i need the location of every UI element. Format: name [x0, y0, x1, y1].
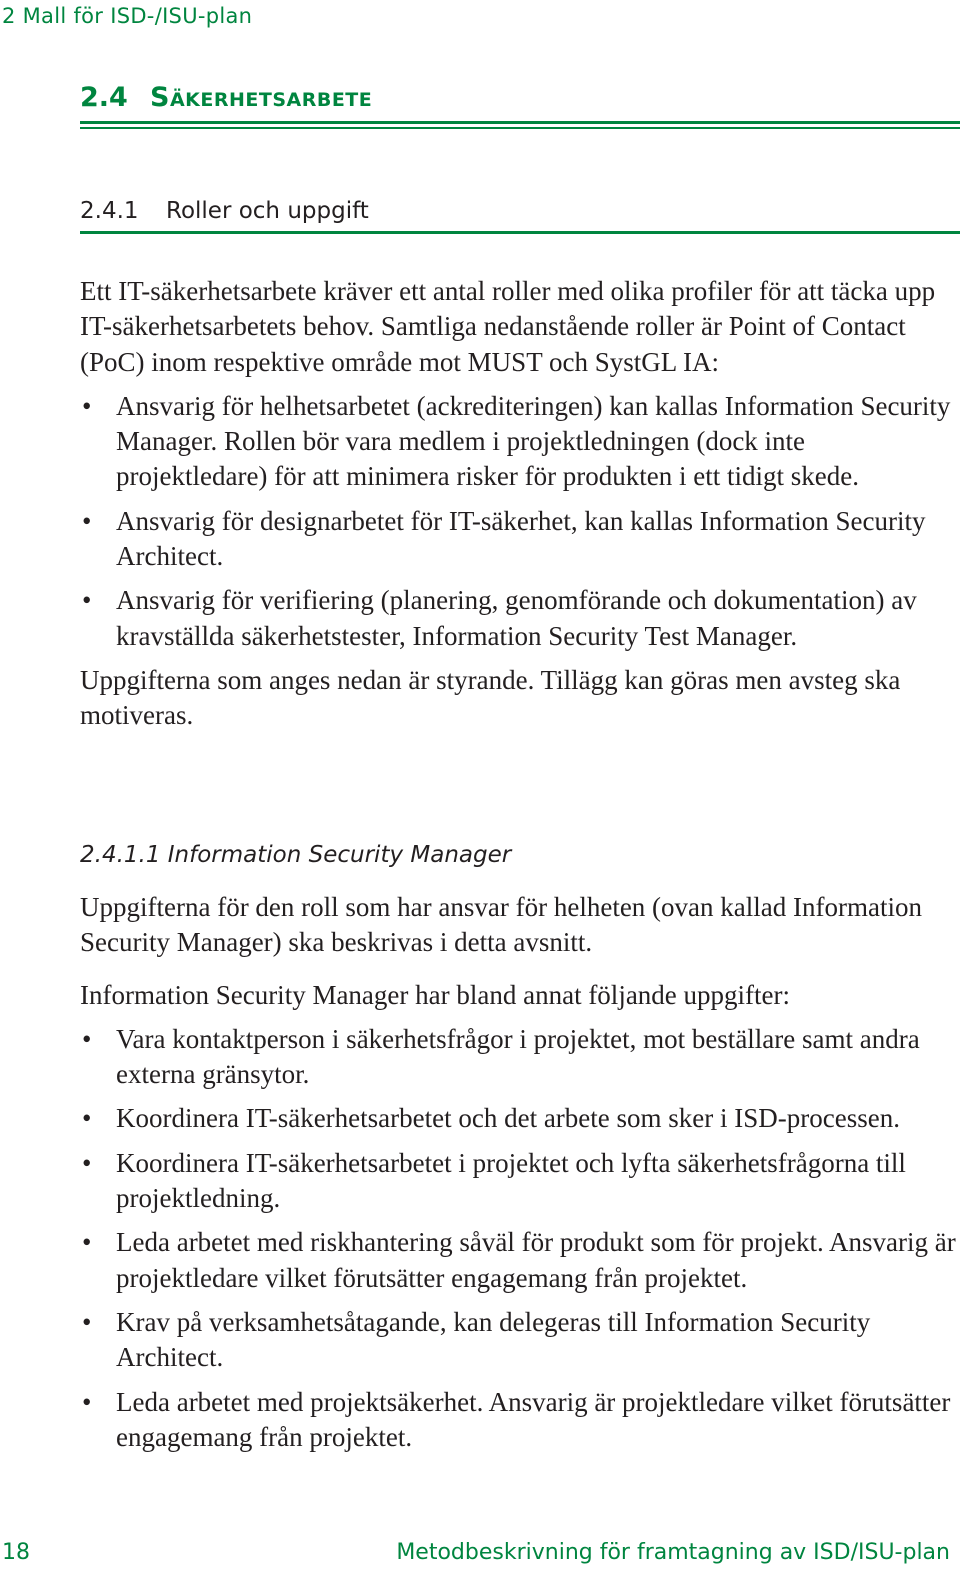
section-heading	[80, 82, 372, 113]
footer-document-title: Metodbeskrivning för framtagning av ISD/ISU-plan	[396, 1540, 950, 1565]
intro-closing-paragraph: Uppgifterna som anges nedan är styrande. Tillägg kan göras men avsteg ska motiveras.	[80, 664, 901, 731]
list-item-text: Leda arbetet med projektsäkerhet. Ansvarig är projektledare vilket förutsätter engagemang från projektet.	[116, 1386, 951, 1452]
list-item-text: Ansvarig för designarbetet för IT-säkerhet, kan kallas Information Security Architect.	[116, 505, 926, 572]
subsection-title: Roller och uppgift	[166, 198, 369, 224]
bullet-icon: •	[82, 1103, 92, 1134]
intro-bullet-list	[80, 389, 958, 654]
subsubsection-heading: 2.4.1.1 Information Security Manager	[80, 842, 512, 868]
bullet-icon: •	[82, 1147, 92, 1178]
list-item	[80, 1022, 958, 1093]
list-item	[80, 1146, 958, 1217]
bullet-icon: •	[82, 1227, 92, 1258]
subsection-number: 2.4.1	[80, 198, 139, 224]
list-item-text: Krav på verksamhetsåtagande, kan delegeras till Information Security Architect.	[116, 1306, 871, 1373]
bullet-icon: •	[82, 390, 92, 421]
manager-paragraph-2: Information Security Manager har bland annat följande uppgifter:	[80, 979, 791, 1010]
list-item-text: Ansvarig för verifiering (planering, genomförande och dokumentation) av kravställda säkerhetstester, Information Security Test Manager.	[116, 585, 917, 651]
subsection-rule	[80, 231, 960, 234]
subsection-heading	[80, 198, 369, 224]
list-item-text: Vara kontaktperson i säkerhetsfrågor i projektet, mot beställare samt andra externa gränsytor.	[116, 1023, 920, 1090]
list-item	[80, 1225, 958, 1296]
list-item	[80, 1385, 958, 1456]
bullet-icon: •	[82, 1306, 92, 1337]
list-item-text: Ansvarig för helhetsarbetet (ackrediteringen) kan kallas Information Security Manager. Rollen bör vara medlem i projektledningen (dock inte projektledare) för att minimera risker för produkten i ett tidigt skede.	[116, 390, 951, 492]
section-rule-bottom	[80, 127, 960, 129]
section-title: Säkerhetsarbete	[150, 82, 373, 113]
list-item-text: Koordinera IT-säkerhetsarbetet i projektet och lyfta säkerhetsfrågorna till projektledning.	[116, 1147, 906, 1214]
list-item	[80, 504, 958, 575]
list-item	[80, 1305, 958, 1376]
intro-section	[80, 274, 958, 734]
intro-paragraph: Ett IT-säkerhetsarbete kräver ett antal roller med olika profiler för att täcka upp IT-säkerhetsarbetets behov. Samtliga nedanstående roller är Point of Contact (PoC) inom respektive område mot MUST och SystGL IA:	[80, 276, 936, 377]
section-rule-top	[80, 121, 960, 124]
bullet-icon: •	[82, 585, 92, 616]
bullet-icon: •	[82, 505, 92, 536]
manager-section	[80, 890, 958, 1455]
list-item-text: Koordinera IT-säkerhetsarbetet och det arbete som sker i ISD-processen.	[116, 1103, 900, 1134]
list-item	[80, 583, 958, 654]
list-item	[80, 1101, 958, 1136]
list-item	[80, 389, 958, 495]
manager-task-list	[80, 1022, 958, 1455]
bullet-icon: •	[82, 1023, 92, 1054]
list-item-text: Leda arbetet med riskhantering såväl för produkt som för projekt. Ansvarig är projektledare vilket förutsätter engagemang från projektet.	[116, 1227, 956, 1293]
section-number: 2.4	[80, 82, 128, 113]
running-header: 2 Mall för ISD-/ISU-plan	[2, 4, 253, 28]
footer-page-number: 18	[2, 1540, 30, 1565]
bullet-icon: •	[82, 1386, 92, 1417]
manager-paragraph-1: Uppgifterna för den roll som har ansvar för helheten (ovan kallad Information Security Manager) ska beskrivas i detta avsnitt.	[80, 892, 922, 958]
